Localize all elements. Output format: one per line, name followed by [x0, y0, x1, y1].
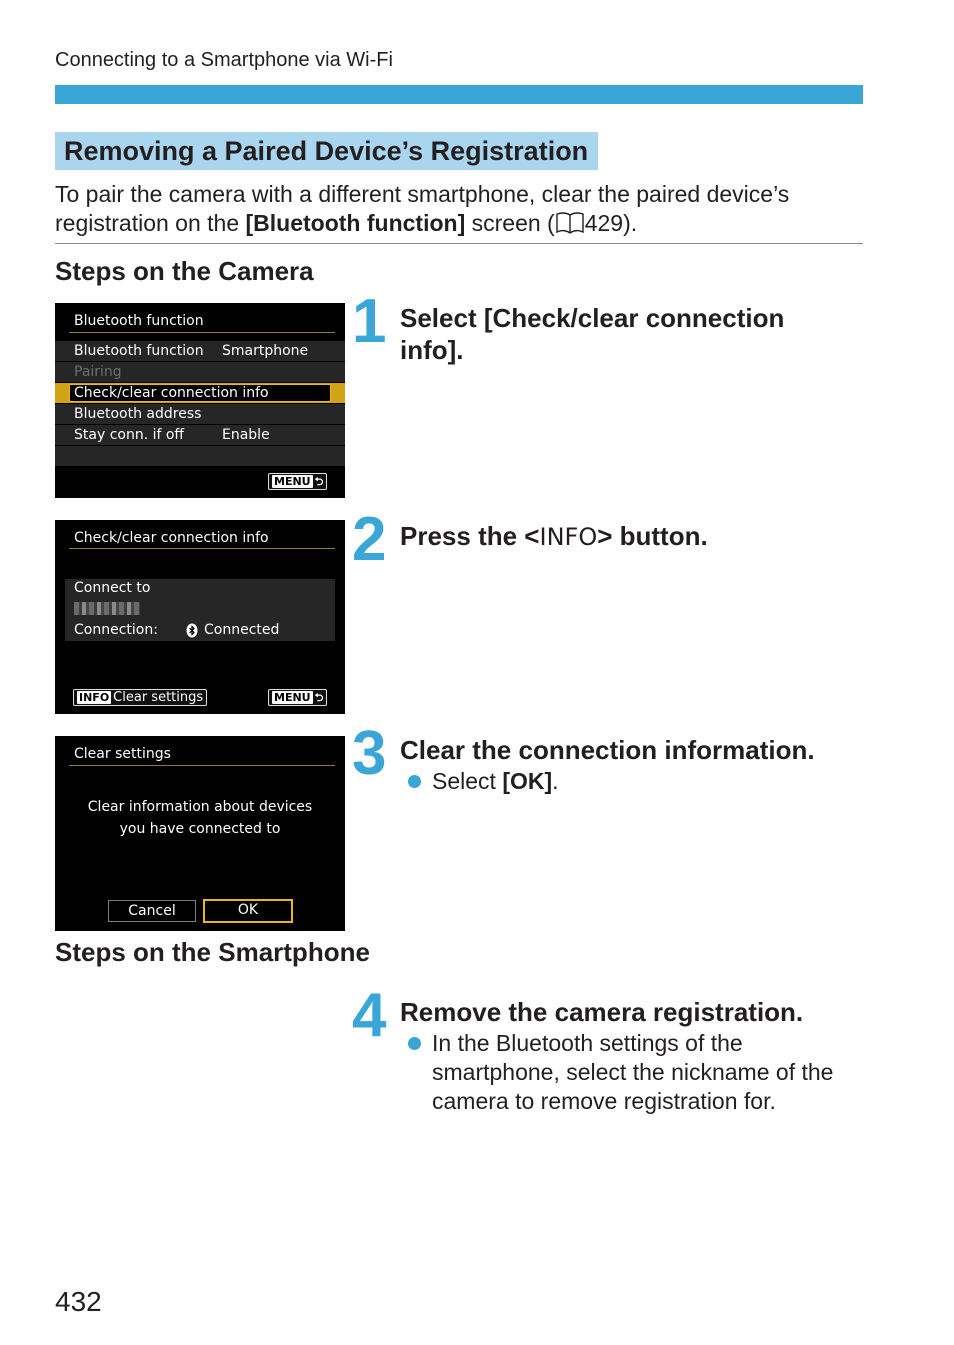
step-4-bullet: [432, 1029, 833, 1116]
header-bar: [55, 85, 863, 104]
menu-row-bluetooth-address[interactable]: [55, 404, 345, 424]
message-line-1: Clear information about devices: [87, 799, 313, 815]
book-icon: [555, 212, 585, 234]
step-1-title: [400, 302, 784, 366]
bullet-line: In the Bluetooth settings of the: [432, 1030, 743, 1056]
menu-row-value: Enable: [222, 427, 270, 443]
screen-title: Check/clear connection info: [74, 530, 269, 546]
bullet-icon: [408, 1037, 421, 1050]
menu-badge-label: MENU: [274, 691, 311, 704]
bullet-line: camera to remove registration for.: [432, 1088, 776, 1114]
menu-row-bluetooth-function[interactable]: [55, 341, 345, 361]
intro-paragraph: [55, 180, 865, 238]
intro-line-1: To pair the camera with a different smartphone, clear the paired device’s: [55, 181, 790, 207]
bullet-text: .: [552, 768, 559, 794]
page-number: 432: [55, 1286, 102, 1317]
menu-row-label: Pairing: [74, 364, 122, 380]
intro-text: ).: [623, 210, 638, 236]
bullet-icon: [408, 775, 421, 788]
intro-text: screen (: [465, 210, 555, 236]
step-title-text: Press the <: [400, 521, 540, 551]
step-3-bullet: [432, 767, 559, 796]
smartphone-steps-heading: Steps on the Smartphone: [55, 937, 370, 967]
step-number: 2: [352, 505, 384, 574]
menu-badge-label: MENU: [274, 475, 311, 488]
connect-to-label: Connect to: [74, 580, 151, 596]
intro-text: registration on the: [55, 210, 246, 236]
section-title: Removing a Paired Device’s Registration: [55, 132, 598, 170]
screen-title: Bluetooth function: [74, 313, 204, 329]
message-line-2: you have connected to: [119, 821, 281, 837]
intro-line-2: [55, 209, 865, 238]
menu-row-empty: [55, 446, 345, 466]
menu-row-label: Stay conn. if off: [74, 427, 185, 443]
menu-row-label: Check/clear connection info: [74, 385, 269, 401]
menu-row-value: Smartphone: [222, 343, 309, 359]
info-badge-label: INFO: [79, 691, 110, 704]
title-underline: [69, 765, 335, 766]
camera-screen-clear-settings: [55, 736, 345, 931]
step-title-text: > button.: [597, 521, 708, 551]
cancel-button[interactable]: Cancel: [108, 900, 196, 922]
confirmation-message: [55, 796, 345, 840]
step-number: 1: [352, 287, 384, 356]
step-3-title: Clear the connection information.: [400, 735, 815, 765]
menu-back-button[interactable]: [268, 473, 327, 490]
menu-row-stay-conn-if-off[interactable]: [55, 425, 345, 445]
menu-row-label: Bluetooth function: [74, 343, 204, 359]
info-clear-settings-button[interactable]: [73, 689, 207, 706]
intro-bold-ref: [Bluetooth function]: [245, 210, 466, 236]
connection-label: Connection:: [74, 622, 158, 638]
step-4-title: Remove the camera registration.: [400, 997, 804, 1027]
camera-screen-check-clear-connection-info: [55, 520, 345, 714]
page-reference[interactable]: 429: [584, 210, 624, 236]
step-title-line: Select [Check/clear connection: [400, 303, 785, 333]
ok-button[interactable]: OK: [203, 899, 293, 923]
bluetooth-icon: [186, 623, 198, 638]
camera-screen-bluetooth-function: [55, 303, 345, 498]
screen-title: Clear settings: [74, 746, 171, 762]
step-title-line: info].: [400, 335, 464, 365]
info-button-glyph: INFO: [539, 523, 598, 551]
clear-settings-label: Clear settings: [113, 690, 204, 705]
bullet-bold: [OK]: [502, 768, 553, 794]
step-number: 3: [352, 719, 384, 788]
step-number: 4: [352, 981, 384, 1050]
back-arrow-icon: ⮌: [314, 691, 324, 704]
running-head: Connecting to a Smartphone via Wi-Fi: [55, 49, 393, 71]
step-2-title: [400, 520, 708, 553]
connection-info-panel: [65, 579, 335, 641]
divider: [55, 243, 863, 244]
menu-back-button[interactable]: [268, 689, 327, 706]
connection-status: Connected: [204, 622, 280, 638]
bullet-line: smartphone, select the nickname of the: [432, 1059, 834, 1085]
title-underline: [69, 332, 335, 333]
title-underline: [69, 548, 335, 549]
blurred-device-name: [74, 602, 140, 615]
menu-row-label: Bluetooth address: [74, 406, 202, 422]
menu-row-check-clear-connection-info[interactable]: [55, 383, 345, 403]
menu-row-pairing: [55, 362, 345, 382]
bullet-text: Select: [432, 768, 503, 794]
back-arrow-icon: ⮌: [314, 475, 324, 488]
camera-steps-heading: Steps on the Camera: [55, 256, 314, 286]
